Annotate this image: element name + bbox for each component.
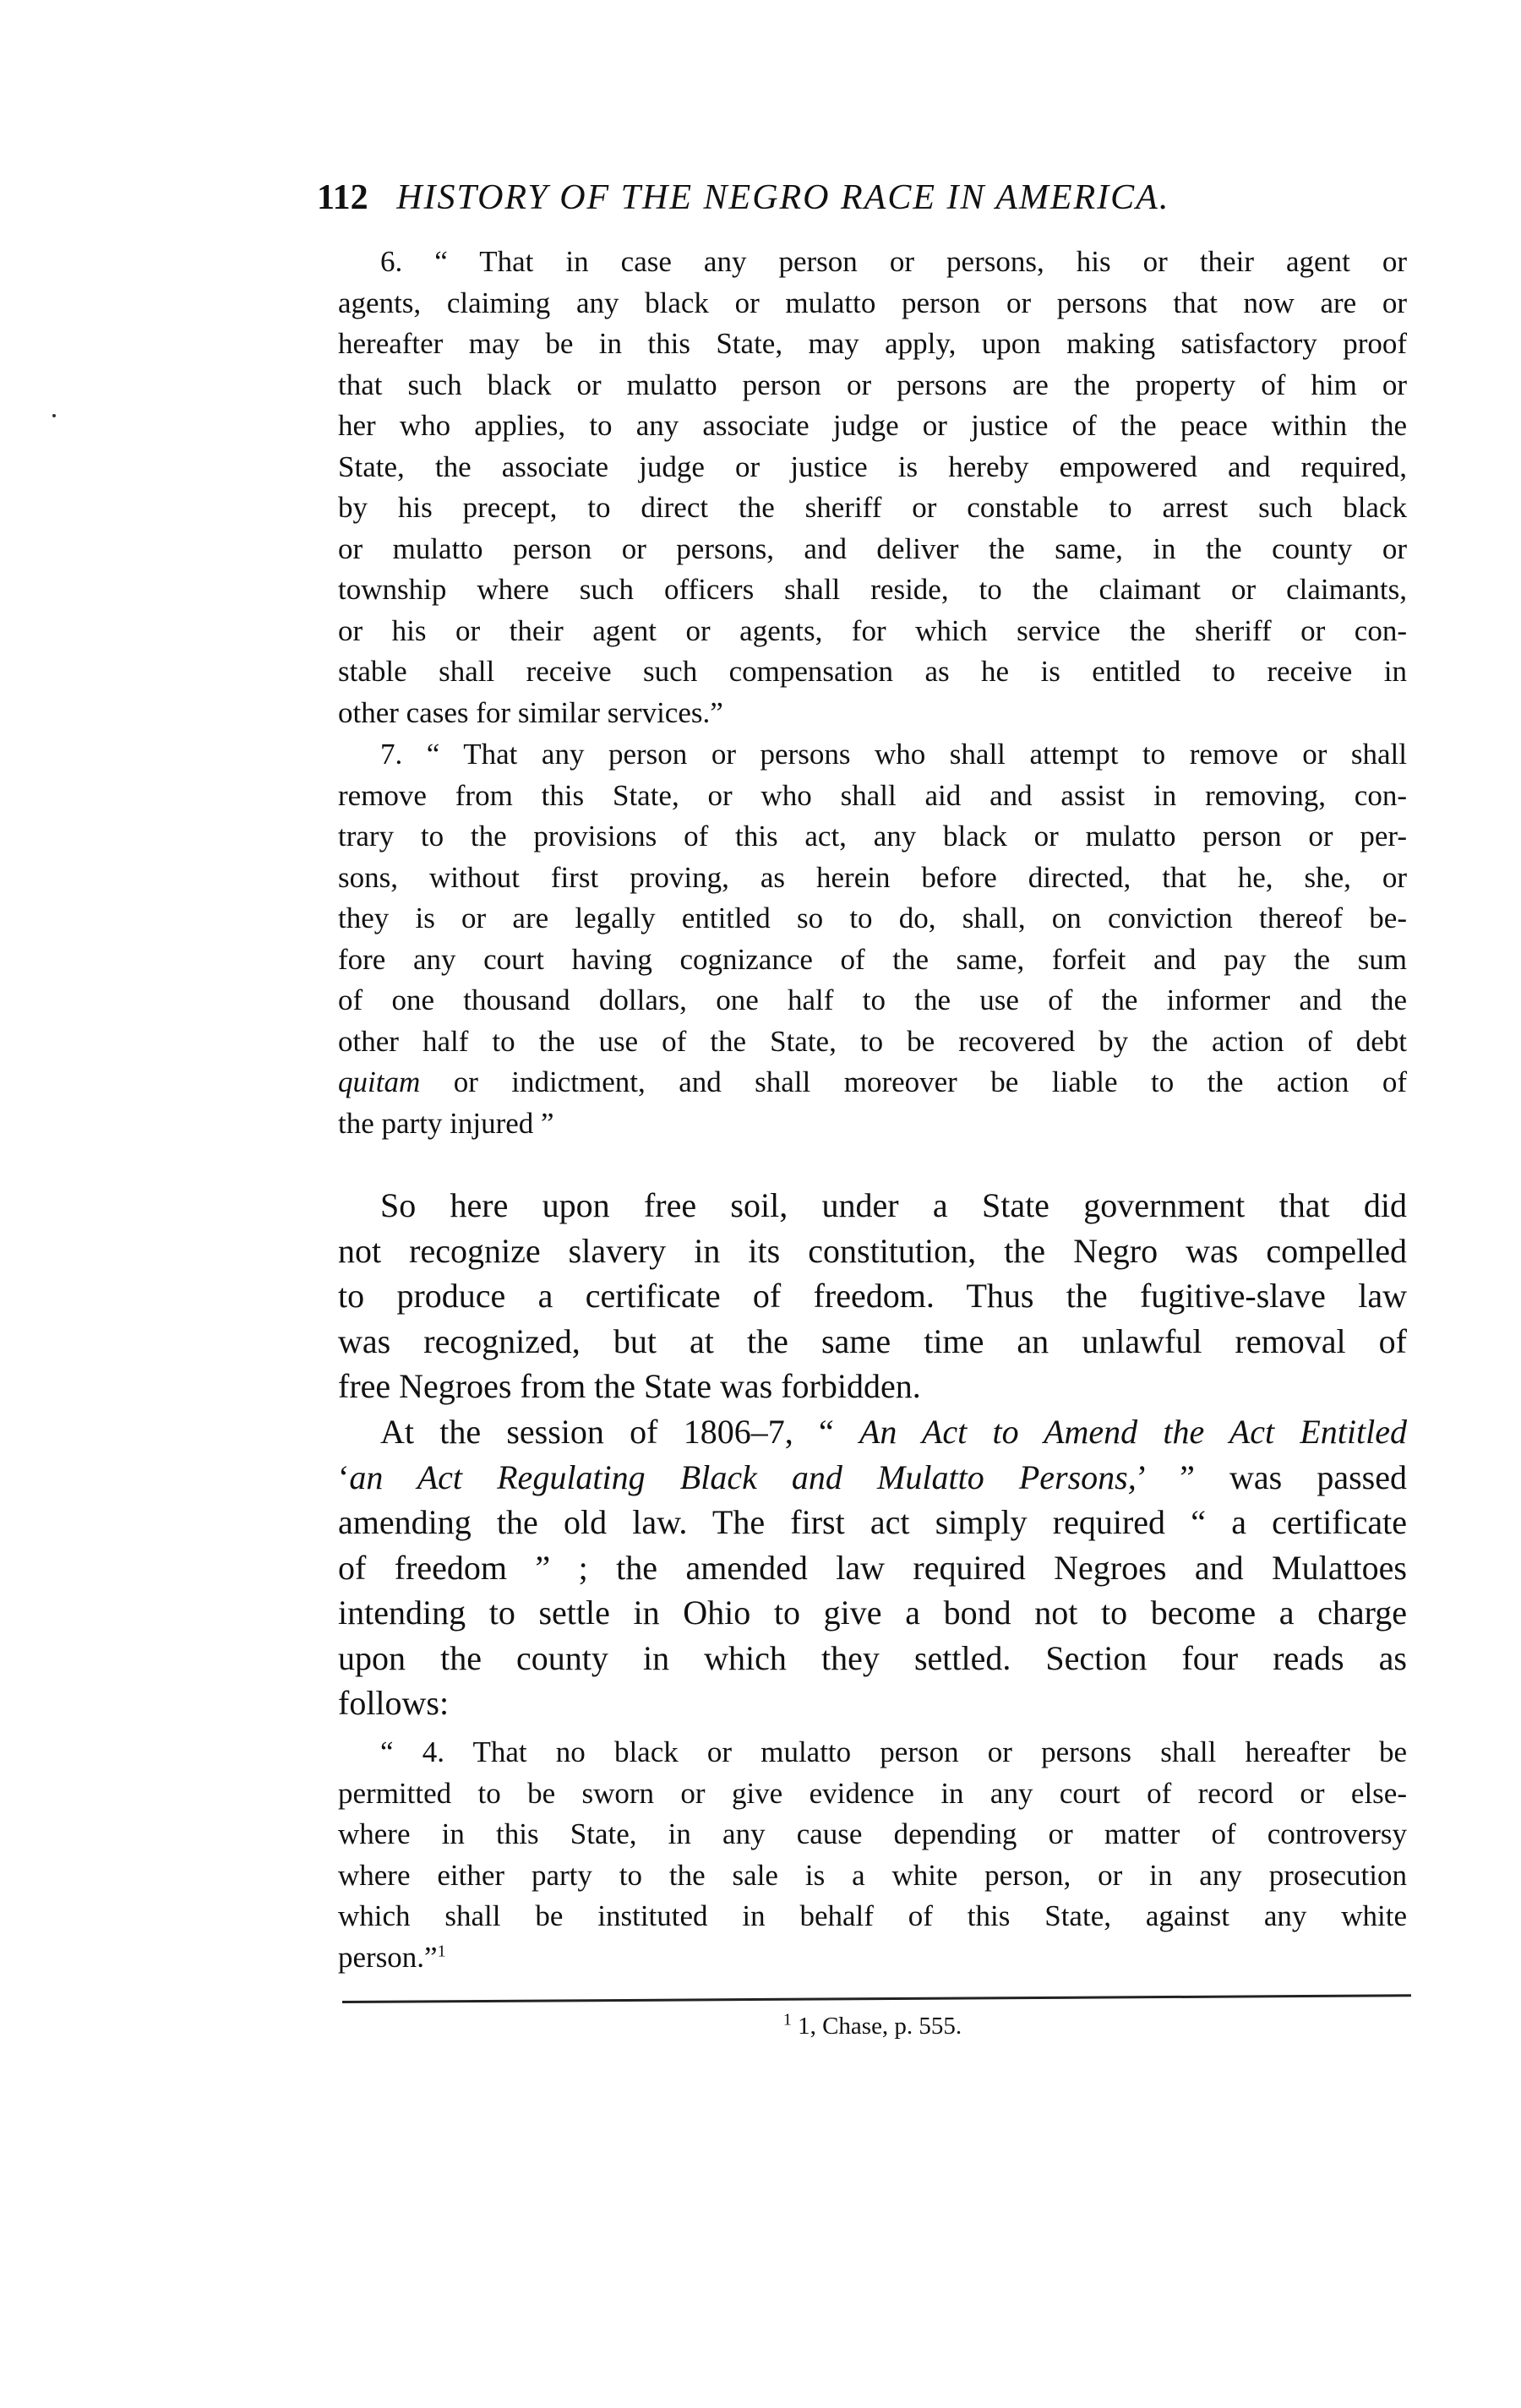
text-line: follows:	[338, 1684, 450, 1722]
text-line: that such black or mulatto person or persons are the property of him or	[338, 368, 1407, 401]
footnote-reference: 1	[437, 1941, 446, 1960]
page-number: 112	[317, 178, 368, 217]
footnote-marker: 1	[782, 2010, 792, 2029]
text-line: So here upon free soil, under a State government that did	[380, 1186, 1407, 1224]
text-line: other half to the use of the State, to be recovered by the action of debt	[338, 1024, 1407, 1058]
quoted-section-4	[338, 1732, 1407, 1978]
text-fragment: person.”	[338, 1940, 438, 1974]
text-line	[338, 1455, 1407, 1501]
text-fragment: or indictment, and shall moreover be liable to the action of	[420, 1065, 1407, 1098]
text-line: 6. “ That in case any person or persons, his or their agent or	[380, 245, 1407, 278]
text-line: of freedom ” ; the amended law required Negroes and Mulattoes	[338, 1548, 1407, 1587]
act-title-italic: an Act Regulating Black and Mulatto Persons,	[349, 1457, 1137, 1496]
text-fragment: ‘	[338, 1457, 350, 1496]
text-line	[338, 1937, 1407, 1979]
footnote-divider	[342, 1994, 1411, 2003]
text-line: was recognized, but at the same time an unlawful removal of	[338, 1321, 1407, 1360]
text-line: which shall be instituted in behalf of this State, against any white	[338, 1899, 1407, 1932]
text-line: or his or their agent or agents, for which service the sheriff or con-	[338, 613, 1407, 647]
quoted-section-6	[338, 242, 1407, 733]
text-line: they is or are legally entitled so to do, shall, on conviction thereof be-	[338, 902, 1407, 934]
act-title-italic: An Act to Amend the Act Entitled	[859, 1413, 1407, 1451]
text-line: trary to the provisions of this act, any black or mulatto person or per-	[338, 820, 1407, 853]
text-line: permitted to be sworn or give evidence in any court of record or else-	[338, 1776, 1407, 1810]
running-head	[317, 177, 1415, 218]
italic-term: quitam	[338, 1065, 421, 1098]
text-line: intending to settle in Ohio to give a bond not to become a charge	[338, 1594, 1407, 1632]
paragraph-free-soil	[338, 1183, 1407, 1409]
text-fragment: ’ ” was passed	[1136, 1457, 1407, 1496]
text-line: or mulatto person or persons, and deliver the same, in the county or	[338, 531, 1407, 565]
text-line: sons, without first proving, as herein before directed, that he, she, or	[338, 860, 1407, 894]
text-line: to produce a certificate of freedom. Thus the fugitive-slave law	[338, 1277, 1407, 1315]
text-line: not recognize slavery in its constitution, the Negro was compelled	[338, 1231, 1407, 1270]
text-line: township where such officers shall reside, to the claimant or claimants,	[338, 573, 1407, 606]
text-line: of one thousand dollars, one half to the use of the informer and the	[338, 983, 1407, 1016]
text-line	[338, 1409, 1407, 1455]
text-line: State, the associate judge or justice is hereby empowered and required,	[338, 449, 1407, 483]
text-line: amending the old law. The first act simply required “ a certificate	[338, 1503, 1407, 1541]
text-line	[338, 1062, 1407, 1103]
text-line: where either party to the sale is a white person, or in any prosecution	[338, 1858, 1407, 1892]
text-line: upon the county in which they settled. Section four reads as	[338, 1638, 1407, 1677]
quoted-section-7	[338, 734, 1407, 1144]
text-line: agents, claiming any black or mulatto person or persons that now are or	[338, 286, 1407, 319]
text-line: fore any court having cognizance of the same, forfeit and pay the sum	[338, 942, 1407, 976]
text-line: remove from this State, or who shall aid and assist in removing, con-	[338, 778, 1407, 812]
text-line: the party injured ”	[338, 1106, 554, 1140]
text-line: free Negroes from the State was forbidden.	[338, 1367, 921, 1405]
text-line: stable shall receive such compensation as he is entitled to receive in	[338, 655, 1407, 688]
footnote	[338, 2009, 1407, 2043]
running-title: HISTORY OF THE NEGRO RACE IN AMERICA.	[396, 178, 1170, 217]
text-line: her who applies, to any associate judge or justice of the peace within the	[338, 409, 1407, 442]
text-line: hereafter may be in this State, may apply, upon making satisfactory proof	[338, 327, 1407, 360]
text-line: “ 4. That no black or mulatto person or persons shall hereafter be	[380, 1735, 1407, 1768]
scan-speck	[52, 414, 56, 417]
text-line: where in this State, in any cause depending or matter of controversy	[338, 1817, 1407, 1850]
text-fragment: At the session of 1806–7, “	[380, 1413, 859, 1451]
text-line: other cases for similar services.”	[338, 695, 723, 729]
text-line: 7. “ That any person or persons who shall attempt to remove or shall	[380, 738, 1407, 771]
paragraph-session-1806	[338, 1409, 1407, 1726]
text-line: by his precept, to direct the sheriff or constable to arrest such black	[338, 491, 1407, 524]
footnote-text: 1, Chase, p. 555.	[791, 2013, 962, 2040]
